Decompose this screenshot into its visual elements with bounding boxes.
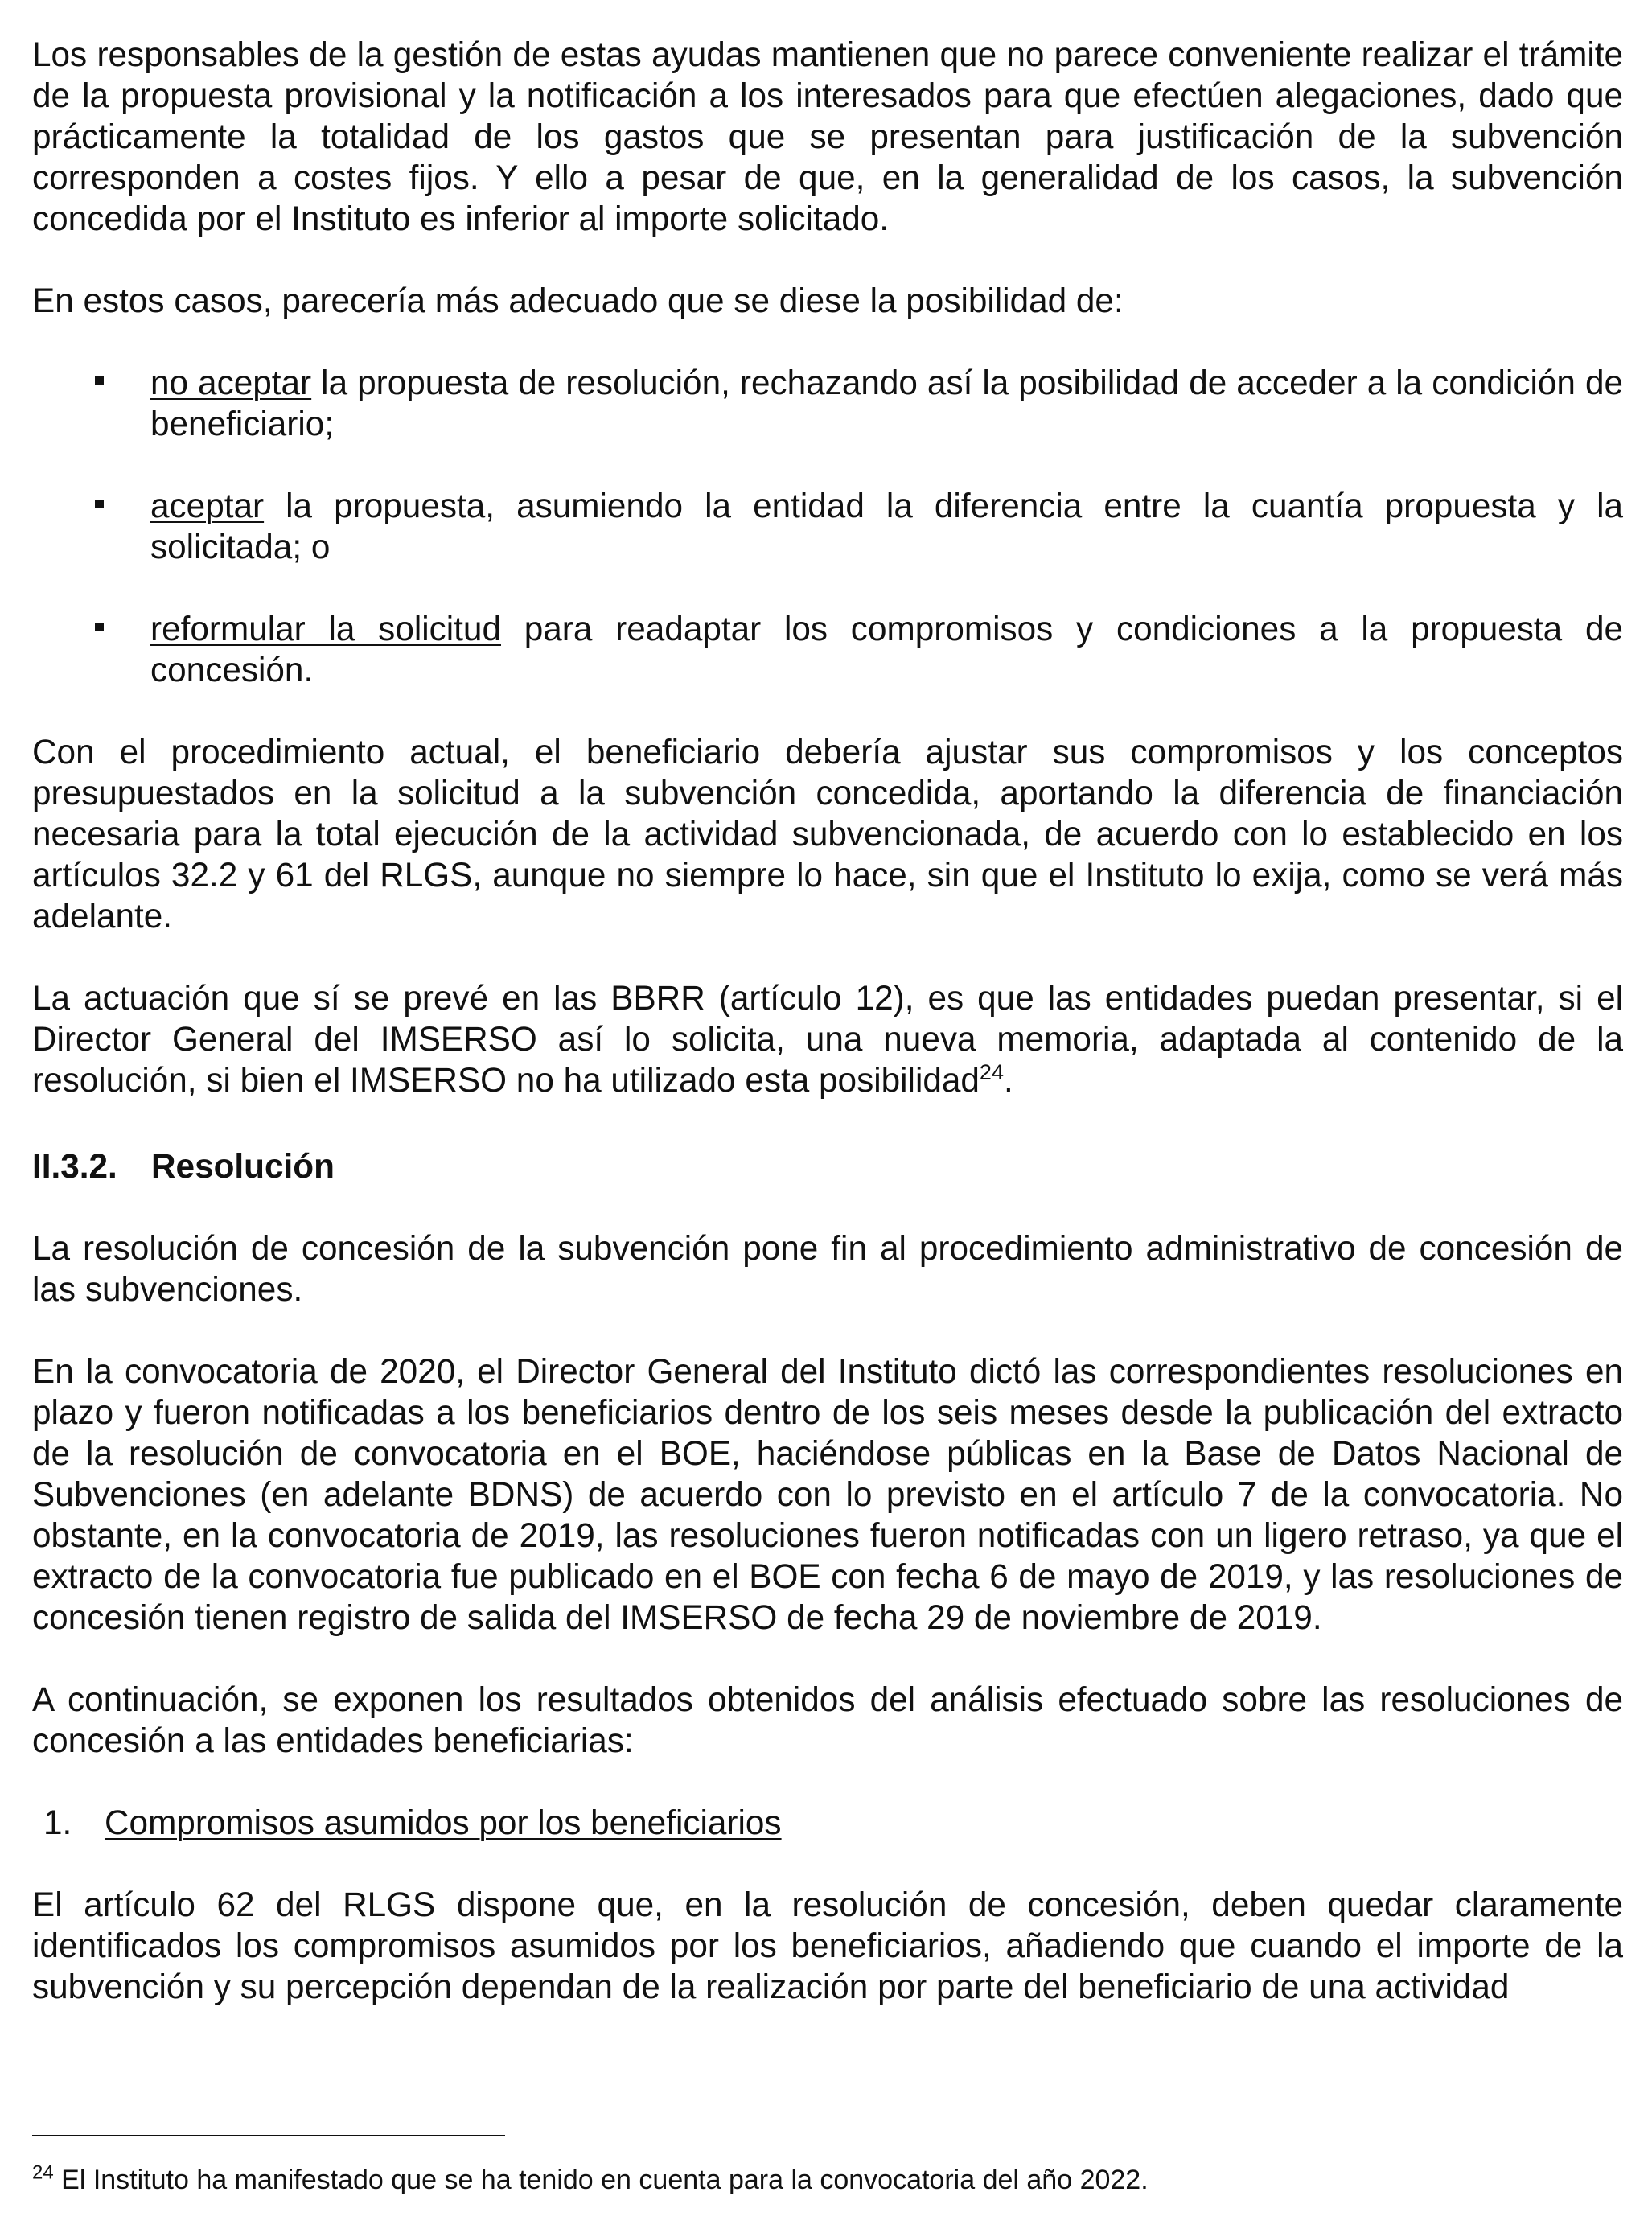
paragraph-propuesta-provisional: Los responsables de la gestión de estas ayudas mantienen que no parece conveniente realizar el trámite de la propuesta provisional y la notificación a los interesados para que efectúen alegaciones, dado que prácticamente la totalidad de los gastos que se presentan para justificación de la subvención corresponden a costes fijos. Y ello a pesar de que, en la generalidad de los casos, la subvención concedida por el Instituto es inferior al importe solicitado. bbox=[32, 35, 1623, 237]
bullet-underlined-term: no aceptar bbox=[150, 364, 312, 401]
square-bullet-icon bbox=[95, 500, 104, 508]
paragraph-bbrr-memoria bbox=[32, 977, 1623, 1100]
section-heading-number: II.3.2. bbox=[32, 1147, 117, 1185]
paragraph-articulo-62: El artículo 62 del RLGS dispone que, en la resolución de concesión, deben quedar claramente identificados los compromisos asumidos por los beneficiarios, añadiendo que cuando el importe de la subvención y su percepción dependan de la realización por parte del beneficiario de una actividad bbox=[32, 1886, 1623, 2005]
paragraph-posibilidad-intro: En estos casos, parecería más adecuado que se diese la posibilidad de: bbox=[32, 282, 1124, 319]
section-heading-title: Resolución bbox=[151, 1147, 335, 1185]
footnote-reference-link[interactable]: 24 bbox=[979, 1059, 1004, 1084]
square-bullet-icon bbox=[95, 376, 104, 385]
bullet-underlined-term: aceptar bbox=[150, 487, 265, 524]
numbered-subheading-title: Compromisos asumidos por los beneficiarios bbox=[105, 1803, 782, 1841]
paragraph-text: La actuación que sí se prevé en las BBRR (artículo 12), es que las entidades puedan presentar, si el Director General del IMSERSO así lo solicita, una nueva memoria, adaptada al contenido de la resolución, si bien el IMSERSO no ha utilizado esta posibilidad bbox=[32, 979, 1623, 1099]
footnote-text: El Instituto ha manifestado que se ha tenido en cuenta para la convocatoria del año 2022. bbox=[53, 2165, 1149, 2195]
paragraph-convocatoria-2020: En la convocatoria de 2020, el Director General del Instituto dictó las correspondientes resoluciones en plazo y fueron notificadas a los beneficiarios dentro de los seis meses desde la publicación del extracto de la resolución de convocatoria en el BOE, haciéndose públicas en la Base de Datos Nacional de Subvenciones (en adelante BDNS) de acuerdo con lo previsto en el artículo 7 de la convocatoria. No obstante, en la convocatoria de 2019, las resoluciones fueron notificadas con un ligero retraso, ya que el extracto de la convocatoria fue publicado en el BOE con fecha 6 de mayo de 2019, y las resoluciones de concesión tienen registro de salida del IMSERSO de fecha 29 de noviembre de 2019. bbox=[32, 1352, 1623, 1636]
section-heading bbox=[32, 1145, 1623, 1186]
footnote bbox=[32, 2162, 1623, 2198]
bullet-text: la propuesta de resolución, rechazando así la posibilidad de acceder a la condición de beneficiario; bbox=[150, 364, 1623, 442]
list-item bbox=[32, 608, 1623, 690]
paragraph-end-punctuation: . bbox=[1003, 1061, 1013, 1099]
document-page bbox=[32, 34, 1623, 2007]
footnote-number: 24 bbox=[32, 2161, 54, 2184]
numbered-subheading-number: 1. bbox=[43, 1803, 72, 1841]
list-item bbox=[32, 362, 1623, 444]
bullet-underlined-term: reformular la solicitud bbox=[150, 610, 501, 648]
list-item bbox=[32, 485, 1623, 567]
paragraph-procedimiento-actual: Con el procedimiento actual, el beneficiario debería ajustar sus compromisos y los conceptos presupuestados en la solicitud a la subvención concedida, aportando la diferencia de financiación necesaria para la total ejecución de la actividad subvencionada, de acuerdo con lo establecido en los artículos 32.2 y 61 del RLGS, aunque no siempre lo hace, sin que el Instituto lo exija, como se verá más adelante. bbox=[32, 733, 1623, 935]
footnote-divider bbox=[32, 2135, 505, 2136]
numbered-subheading bbox=[32, 1802, 1623, 1843]
bullet-text: la propuesta, asumiendo la entidad la diferencia entre la cuantía propuesta y la solicitada; o bbox=[150, 487, 1623, 565]
paragraph-resolucion-fin: La resolución de concesión de la subvención pone fin al procedimiento administrativo de concesión de las subvenciones. bbox=[32, 1229, 1623, 1308]
square-bullet-icon bbox=[95, 623, 104, 631]
bullet-list-options bbox=[32, 362, 1623, 690]
bullet-text: para readaptar los compromisos y condiciones a la propuesta de concesión. bbox=[150, 610, 1623, 689]
paragraph-continuacion: A continuación, se exponen los resultados obtenidos del análisis efectuado sobre las resoluciones de concesión a las entidades beneficiarias: bbox=[32, 1680, 1623, 1759]
